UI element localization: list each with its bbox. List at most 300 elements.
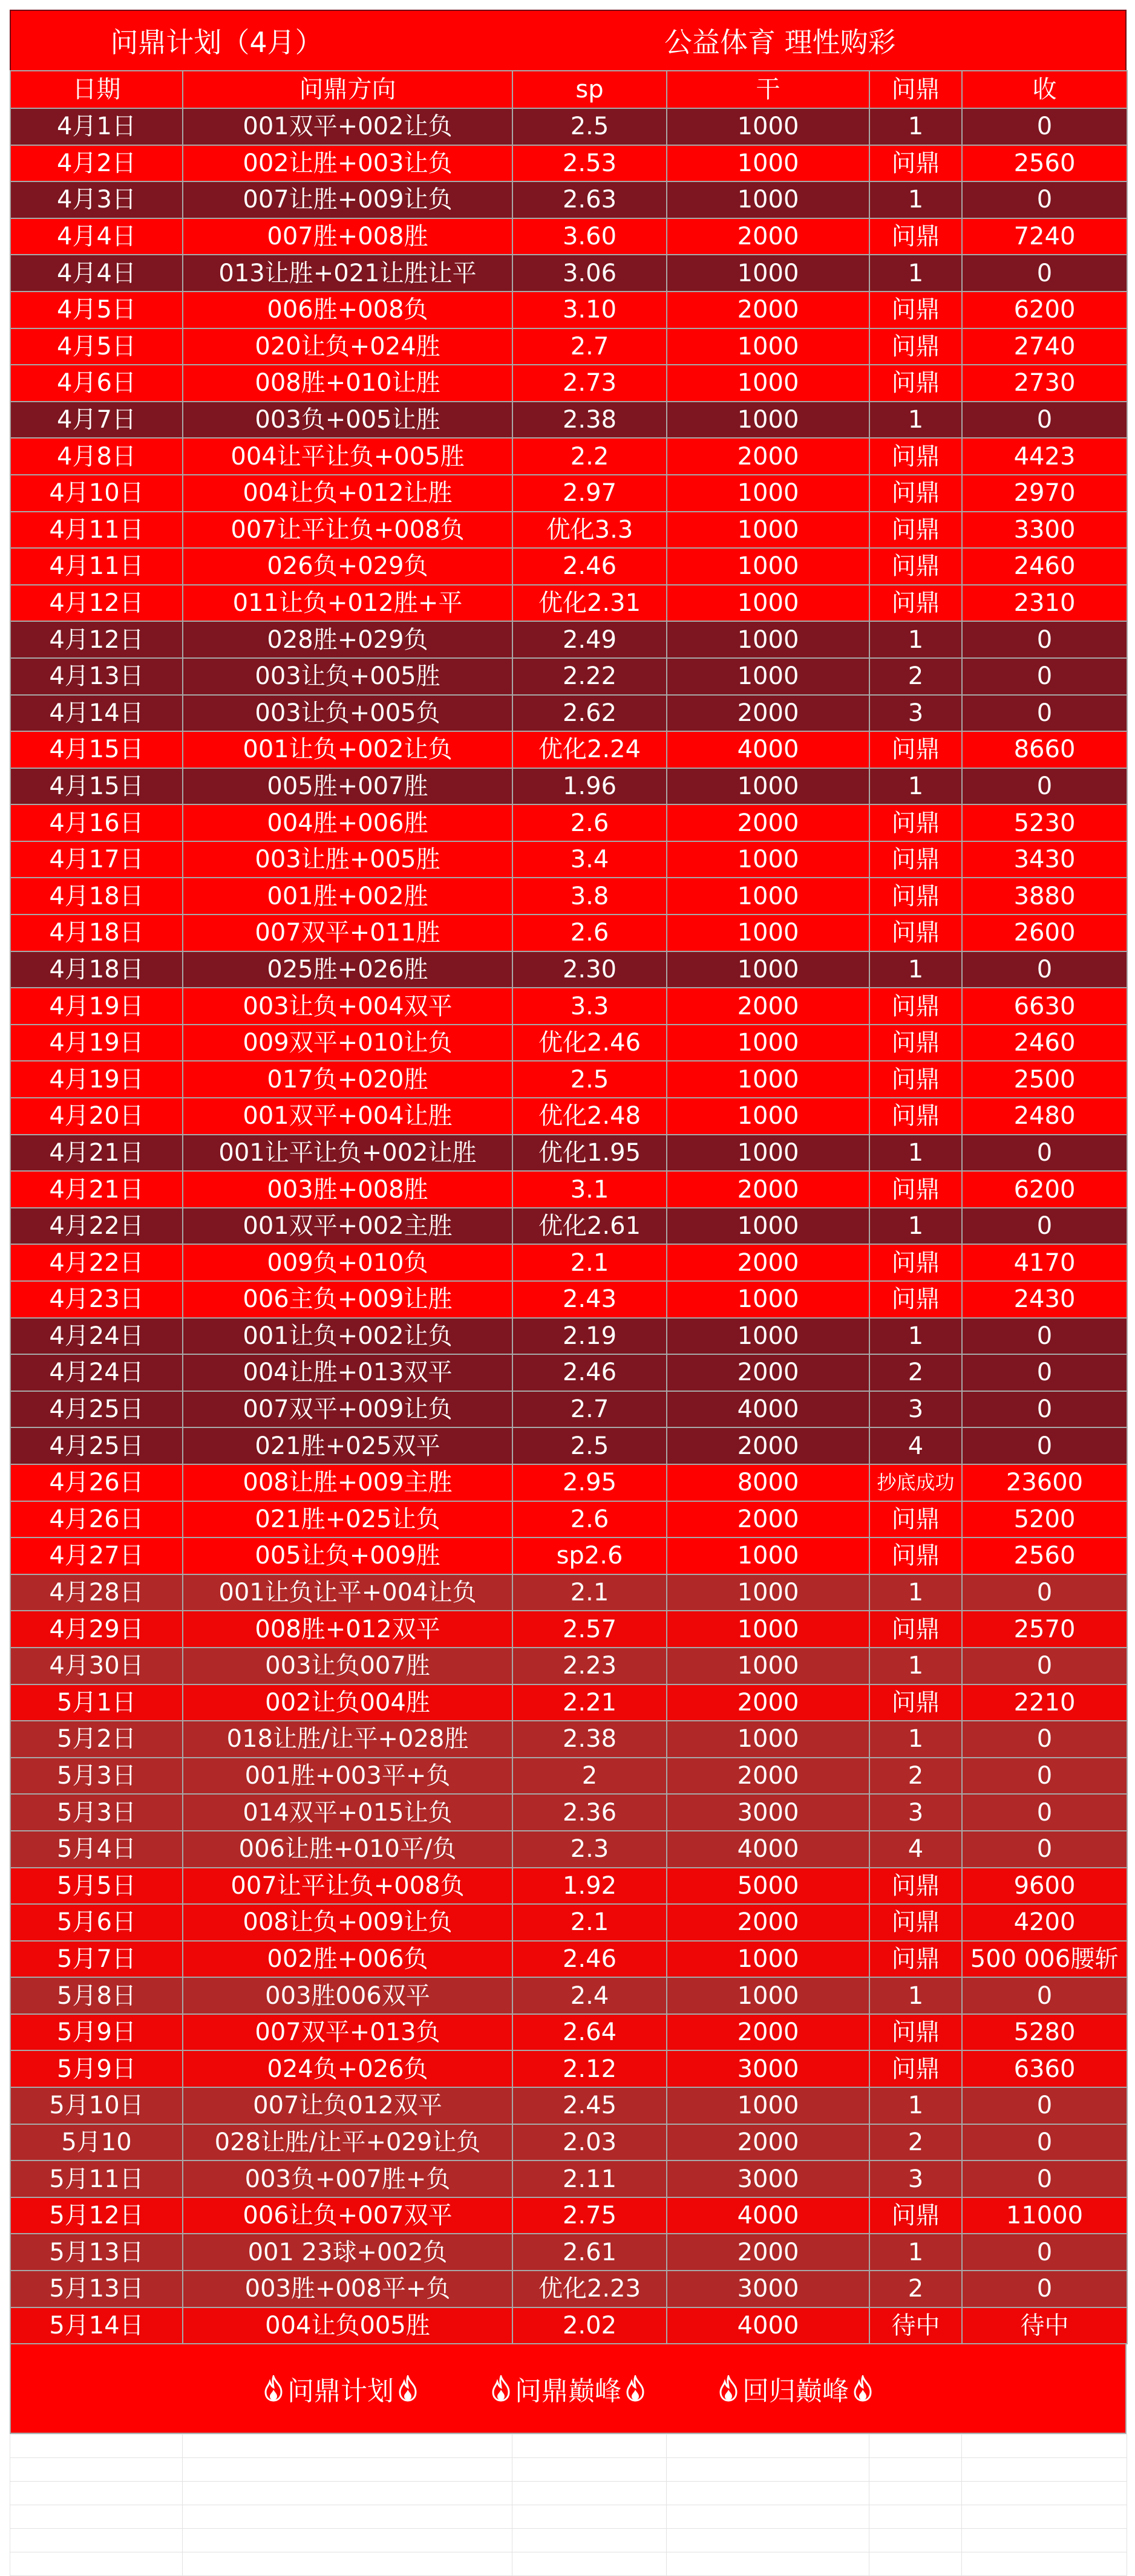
result-cell: 问鼎 <box>869 1904 962 1941</box>
table-row <box>10 2271 1127 2307</box>
date-cell: 4月4日 <box>10 218 183 255</box>
stake-cell: 1000 <box>667 365 869 402</box>
return-cell: 0 <box>962 108 1127 145</box>
sp-cell: 2.1 <box>512 1244 667 1281</box>
result-cell: 4 <box>869 1427 962 1464</box>
sp-cell: 3.1 <box>512 1171 667 1208</box>
stake-cell: 1000 <box>667 145 869 182</box>
empty-row <box>10 2434 1127 2458</box>
return-cell: 2600 <box>962 915 1127 951</box>
sp-cell: 优化2.31 <box>512 585 667 622</box>
table-row <box>10 1977 1127 2014</box>
fire-icon <box>263 2375 284 2402</box>
stake-cell: 2000 <box>667 804 869 841</box>
direction-cell: 005胜+007胜 <box>183 768 512 805</box>
sp-cell: 优化3.3 <box>512 512 667 549</box>
stake-cell: 1000 <box>667 1061 869 1098</box>
stake-cell: 2000 <box>667 218 869 255</box>
stake-cell: 2000 <box>667 695 869 732</box>
return-cell: 2500 <box>962 1061 1127 1098</box>
return-cell: 6200 <box>962 1171 1127 1208</box>
table-row <box>10 1684 1127 1721</box>
direction-cell: 001双平+002主胜 <box>183 1208 512 1245</box>
date-cell: 4月21日 <box>10 1171 183 1208</box>
result-cell: 问鼎 <box>869 1611 962 1648</box>
stake-cell: 8000 <box>667 1464 869 1501</box>
empty-cell <box>869 2505 962 2529</box>
date-cell: 4月22日 <box>10 1208 183 1245</box>
title-row <box>10 10 1127 70</box>
return-cell: 2560 <box>962 145 1127 182</box>
stake-cell: 1000 <box>667 841 869 878</box>
empty-cell <box>10 2434 183 2458</box>
direction-cell: 006让负+007双平 <box>183 2197 512 2234</box>
table-row <box>10 585 1127 622</box>
direction-cell: 014双平+015让负 <box>183 1794 512 1831</box>
table-row <box>10 731 1127 768</box>
direction-cell: 001让负+002让负 <box>183 731 512 768</box>
table-row <box>10 438 1127 475</box>
direction-cell: 017负+020胜 <box>183 1061 512 1098</box>
direction-cell: 013让胜+021让胜让平 <box>183 255 512 292</box>
result-cell: 3 <box>869 2160 962 2197</box>
footer-item-plan <box>263 2369 418 2408</box>
stake-cell: 1000 <box>667 1977 869 2014</box>
result-cell: 问鼎 <box>869 1501 962 1538</box>
return-cell: 0 <box>962 1648 1127 1684</box>
date-cell: 4月12日 <box>10 585 183 622</box>
empty-cell <box>183 2434 512 2458</box>
direction-cell: 001让负让平+004让负 <box>183 1574 512 1611</box>
stake-cell: 2000 <box>667 1758 869 1795</box>
table-row <box>10 1318 1127 1355</box>
result-cell: 1 <box>869 108 962 145</box>
date-cell: 4月3日 <box>10 181 183 218</box>
empty-row <box>10 2505 1127 2529</box>
empty-cell <box>869 2482 962 2505</box>
return-cell: 2570 <box>962 1611 1127 1648</box>
sp-cell: 2.95 <box>512 1464 667 1501</box>
direction-cell: 007让平让负+008负 <box>183 1868 512 1905</box>
date-cell: 4月11日 <box>10 512 183 549</box>
return-cell: 3880 <box>962 878 1127 915</box>
date-cell: 4月25日 <box>10 1427 183 1464</box>
date-cell: 4月14日 <box>10 695 183 732</box>
sp-cell: 优化2.61 <box>512 1208 667 1245</box>
result-cell: 4 <box>869 1831 962 1868</box>
sp-cell: 优化2.24 <box>512 731 667 768</box>
date-cell: 4月23日 <box>10 1281 183 1318</box>
empty-cell <box>183 2529 512 2552</box>
result-cell: 问鼎 <box>869 1941 962 1978</box>
return-cell: 2460 <box>962 548 1127 585</box>
empty-cell <box>667 2482 869 2505</box>
sp-cell: 2.46 <box>512 1941 667 1978</box>
stake-cell: 2000 <box>667 1684 869 1721</box>
sp-cell: 3.10 <box>512 292 667 328</box>
footer-label: 回归巅峰 <box>742 2376 849 2407</box>
stake-cell: 1000 <box>667 915 869 951</box>
stake-cell: 1000 <box>667 255 869 292</box>
return-cell: 5280 <box>962 2014 1127 2051</box>
direction-cell: 003让负007胜 <box>183 1648 512 1684</box>
result-cell: 1 <box>869 951 962 988</box>
date-cell: 4月13日 <box>10 658 183 695</box>
stake-cell: 1000 <box>667 402 869 439</box>
date-cell: 4月18日 <box>10 915 183 951</box>
empty-cell <box>962 2458 1127 2482</box>
empty-cell <box>183 2552 512 2576</box>
result-cell: 问鼎 <box>869 438 962 475</box>
footer-item-return <box>718 2369 873 2408</box>
date-cell: 4月28日 <box>10 1574 183 1611</box>
sp-cell: 2.46 <box>512 1354 667 1391</box>
stake-cell: 1000 <box>667 1098 869 1135</box>
stake-cell: 1000 <box>667 328 869 365</box>
footer-label: 问鼎计划 <box>287 2376 394 2407</box>
stake-cell: 1000 <box>667 951 869 988</box>
date-cell: 4月22日 <box>10 1244 183 1281</box>
return-cell: 11000 <box>962 2197 1127 2234</box>
date-cell: 5月10 <box>10 2124 183 2161</box>
empty-cell <box>512 2458 667 2482</box>
direction-cell: 006主负+009让胜 <box>183 1281 512 1318</box>
return-cell: 2970 <box>962 475 1127 512</box>
direction-cell: 008胜+012双平 <box>183 1611 512 1648</box>
sp-cell: 2.62 <box>512 695 667 732</box>
empty-cell <box>962 2552 1127 2576</box>
table-row <box>10 1061 1127 1098</box>
table-row <box>10 1135 1127 1172</box>
table-row <box>10 2050 1127 2087</box>
direction-cell: 004胜+006胜 <box>183 804 512 841</box>
return-cell: 0 <box>962 1318 1127 1355</box>
table-row <box>10 548 1127 585</box>
sp-cell: 2.64 <box>512 2014 667 2051</box>
table-row <box>10 1758 1127 1795</box>
sp-cell: 2.3 <box>512 1831 667 1868</box>
stake-cell: 1000 <box>667 1721 869 1758</box>
direction-cell: 007让平让负+008负 <box>183 512 512 549</box>
result-cell: 1 <box>869 1135 962 1172</box>
table-row <box>10 988 1127 1025</box>
return-cell: 3430 <box>962 841 1127 878</box>
return-cell: 0 <box>962 658 1127 695</box>
sp-cell: 优化1.95 <box>512 1135 667 1172</box>
return-cell: 0 <box>962 768 1127 805</box>
table-row <box>10 1941 1127 1978</box>
result-cell: 1 <box>869 255 962 292</box>
empty-cell <box>869 2434 962 2458</box>
result-cell: 问鼎 <box>869 365 962 402</box>
sp-cell: 3.06 <box>512 255 667 292</box>
direction-cell: 007让负012双平 <box>183 2087 512 2124</box>
slogan: 公益体育 理性购彩 <box>664 26 896 59</box>
empty-cell <box>667 2552 869 2576</box>
sp-cell: 优化2.46 <box>512 1025 667 1061</box>
result-cell: 3 <box>869 1794 962 1831</box>
sp-cell: 2.23 <box>512 1648 667 1684</box>
result-cell: 问鼎 <box>869 1244 962 1281</box>
date-cell: 4月10日 <box>10 475 183 512</box>
direction-cell: 006胜+008负 <box>183 292 512 328</box>
return-cell: 0 <box>962 2124 1127 2161</box>
table-row <box>10 1537 1127 1574</box>
sp-cell: 2.5 <box>512 108 667 145</box>
stake-cell: 2000 <box>667 988 869 1025</box>
plan-title: 问鼎计划（4月） <box>110 26 323 59</box>
date-cell: 4月27日 <box>10 1537 183 1574</box>
sp-cell: 2.7 <box>512 328 667 365</box>
result-cell: 问鼎 <box>869 328 962 365</box>
table-row <box>10 915 1127 951</box>
result-cell: 问鼎 <box>869 1098 962 1135</box>
result-cell: 2 <box>869 1354 962 1391</box>
date-cell: 5月3日 <box>10 1794 183 1831</box>
table-row <box>10 512 1127 549</box>
return-cell: 0 <box>962 1721 1127 1758</box>
column-header-date: 日期 <box>10 71 183 108</box>
stake-cell: 1000 <box>667 1611 869 1648</box>
sp-cell: 2.30 <box>512 951 667 988</box>
stake-cell: 4000 <box>667 2197 869 2234</box>
return-cell: 0 <box>962 1977 1127 2014</box>
direction-cell: 003让胜+005胜 <box>183 841 512 878</box>
footer-banner <box>10 2344 1127 2434</box>
sheet <box>10 10 1127 2576</box>
column-header-direction: 问鼎方向 <box>183 71 512 108</box>
date-cell: 5月14日 <box>10 2307 183 2344</box>
empty-cell <box>10 2552 183 2576</box>
table-row <box>10 365 1127 402</box>
empty-cell <box>962 2434 1127 2458</box>
fire-icon <box>625 2375 646 2402</box>
result-cell: 2 <box>869 1758 962 1795</box>
direction-cell: 003负+007胜+负 <box>183 2160 512 2197</box>
direction-cell: 003胜+008平+负 <box>183 2271 512 2307</box>
sp-cell: 2.6 <box>512 1501 667 1538</box>
table-row <box>10 1794 1127 1831</box>
result-cell: 1 <box>869 402 962 439</box>
empty-row <box>10 2482 1127 2505</box>
date-cell: 4月24日 <box>10 1354 183 1391</box>
table-row <box>10 292 1127 328</box>
return-cell: 23600 <box>962 1464 1127 1501</box>
sp-cell: 2.53 <box>512 145 667 182</box>
table-row <box>10 1501 1127 1538</box>
fire-icon <box>491 2375 511 2402</box>
result-cell: 1 <box>869 1977 962 2014</box>
stake-cell: 1000 <box>667 1318 869 1355</box>
empty-cell <box>10 2505 183 2529</box>
footer-label: 问鼎巅峰 <box>515 2376 621 2407</box>
table-row <box>10 1025 1127 1061</box>
sp-cell: 2.22 <box>512 658 667 695</box>
table-row <box>10 1868 1127 1905</box>
result-cell: 问鼎 <box>869 2014 962 2051</box>
sp-cell: 优化2.23 <box>512 2271 667 2307</box>
sp-cell: 2.45 <box>512 2087 667 2124</box>
table-row <box>10 841 1127 878</box>
result-cell: 1 <box>869 621 962 658</box>
direction-cell: 001让负+002让负 <box>183 1318 512 1355</box>
result-cell: 2 <box>869 2271 962 2307</box>
result-cell: 1 <box>869 1208 962 1245</box>
sp-cell: 2.6 <box>512 804 667 841</box>
table-row <box>10 951 1127 988</box>
direction-cell: 001胜+002胜 <box>183 878 512 915</box>
result-cell: 抄底成功 <box>869 1464 962 1501</box>
date-cell: 4月5日 <box>10 328 183 365</box>
stake-cell: 2000 <box>667 1171 869 1208</box>
direction-cell: 009双平+010让负 <box>183 1025 512 1061</box>
date-cell: 4月19日 <box>10 988 183 1025</box>
date-cell: 5月2日 <box>10 1721 183 1758</box>
result-cell: 问鼎 <box>869 915 962 951</box>
empty-cell <box>667 2505 869 2529</box>
table-row <box>10 1281 1127 1318</box>
results-table <box>10 70 1128 2344</box>
table-row <box>10 475 1127 512</box>
stake-cell: 1000 <box>667 512 869 549</box>
date-cell: 4月29日 <box>10 1611 183 1648</box>
sp-cell: 1.92 <box>512 1868 667 1905</box>
date-cell: 4月6日 <box>10 365 183 402</box>
sp-cell: 2 <box>512 1758 667 1795</box>
stake-cell: 1000 <box>667 2087 869 2124</box>
column-header-return: 收 <box>962 71 1127 108</box>
result-cell: 问鼎 <box>869 1025 962 1061</box>
direction-cell: 024负+026负 <box>183 2050 512 2087</box>
table-row <box>10 1464 1127 1501</box>
date-cell: 4月18日 <box>10 951 183 988</box>
header-row <box>10 71 1127 108</box>
return-cell: 5230 <box>962 804 1127 841</box>
date-cell: 4月8日 <box>10 438 183 475</box>
date-cell: 5月13日 <box>10 2271 183 2307</box>
sp-cell: 2.7 <box>512 1391 667 1428</box>
direction-cell: 006让胜+010平/负 <box>183 1831 512 1868</box>
result-cell: 1 <box>869 181 962 218</box>
result-cell: 问鼎 <box>869 1281 962 1318</box>
return-cell: 0 <box>962 1427 1127 1464</box>
sp-cell: 2.12 <box>512 2050 667 2087</box>
direction-cell: 003胜006双平 <box>183 1977 512 2014</box>
date-cell: 4月7日 <box>10 402 183 439</box>
empty-cell <box>512 2552 667 2576</box>
direction-cell: 018让胜/让平+028胜 <box>183 1721 512 1758</box>
return-cell: 2560 <box>962 1537 1127 1574</box>
table-row <box>10 1171 1127 1208</box>
return-cell: 0 <box>962 1208 1127 1245</box>
table-row <box>10 2124 1127 2161</box>
date-cell: 4月26日 <box>10 1464 183 1501</box>
sp-cell: 2.57 <box>512 1611 667 1648</box>
table-row <box>10 1831 1127 1868</box>
result-cell: 问鼎 <box>869 218 962 255</box>
stake-cell: 1000 <box>667 621 869 658</box>
sp-cell: 1.96 <box>512 768 667 805</box>
stake-cell: 2000 <box>667 438 869 475</box>
empty-cell <box>10 2529 183 2552</box>
table-row <box>10 2197 1127 2234</box>
empty-row <box>10 2458 1127 2482</box>
result-cell: 2 <box>869 658 962 695</box>
return-cell: 0 <box>962 255 1127 292</box>
direction-cell: 008让胜+009主胜 <box>183 1464 512 1501</box>
stake-cell: 4000 <box>667 2307 869 2344</box>
empty-cell <box>183 2458 512 2482</box>
date-cell: 4月19日 <box>10 1061 183 1098</box>
result-cell: 1 <box>869 1318 962 1355</box>
return-cell: 0 <box>962 2271 1127 2307</box>
date-cell: 4月1日 <box>10 108 183 145</box>
footer-item-peak <box>491 2369 646 2408</box>
return-cell: 4200 <box>962 1904 1127 1941</box>
result-cell: 问鼎 <box>869 878 962 915</box>
return-cell: 6630 <box>962 988 1127 1025</box>
sp-cell: 2.1 <box>512 1574 667 1611</box>
return-cell: 0 <box>962 695 1127 732</box>
return-cell: 9600 <box>962 1868 1127 1905</box>
direction-cell: 003让负+005胜 <box>183 658 512 695</box>
table-row <box>10 218 1127 255</box>
return-cell: 0 <box>962 621 1127 658</box>
date-cell: 5月10日 <box>10 2087 183 2124</box>
sp-cell: 2.03 <box>512 2124 667 2161</box>
table-row <box>10 1208 1127 1245</box>
stake-cell: 1000 <box>667 1941 869 1978</box>
result-cell: 问鼎 <box>869 1537 962 1574</box>
stake-cell: 2000 <box>667 1427 869 1464</box>
sp-cell: 2.36 <box>512 1794 667 1831</box>
sp-cell: 2.6 <box>512 915 667 951</box>
return-cell: 0 <box>962 1794 1127 1831</box>
return-cell: 2460 <box>962 1025 1127 1061</box>
date-cell: 4月17日 <box>10 841 183 878</box>
table-row <box>10 2307 1127 2344</box>
stake-cell: 2000 <box>667 1904 869 1941</box>
return-cell: 3300 <box>962 512 1127 549</box>
sp-cell: 2.38 <box>512 402 667 439</box>
result-cell: 1 <box>869 2234 962 2271</box>
return-cell: 2310 <box>962 585 1127 622</box>
empty-cell <box>962 2505 1127 2529</box>
date-cell: 5月7日 <box>10 1941 183 1978</box>
direction-cell: 004让负+012让胜 <box>183 475 512 512</box>
stake-cell: 1000 <box>667 475 869 512</box>
return-cell: 0 <box>962 2234 1127 2271</box>
table-row <box>10 402 1127 439</box>
result-cell: 问鼎 <box>869 585 962 622</box>
return-cell: 0 <box>962 1354 1127 1391</box>
column-header-sp: sp <box>512 71 667 108</box>
date-cell: 4月21日 <box>10 1135 183 1172</box>
result-cell: 1 <box>869 768 962 805</box>
sp-cell: 2.61 <box>512 2234 667 2271</box>
stake-cell: 2000 <box>667 1501 869 1538</box>
result-cell: 问鼎 <box>869 292 962 328</box>
stake-cell: 4000 <box>667 1831 869 1868</box>
stake-cell: 3000 <box>667 2271 869 2307</box>
return-cell: 6360 <box>962 2050 1127 2087</box>
table-row <box>10 1427 1127 1464</box>
date-cell: 4月19日 <box>10 1025 183 1061</box>
sp-cell: 3.3 <box>512 988 667 1025</box>
date-cell: 5月11日 <box>10 2160 183 2197</box>
empty-cell <box>667 2458 869 2482</box>
sp-cell: 3.4 <box>512 841 667 878</box>
